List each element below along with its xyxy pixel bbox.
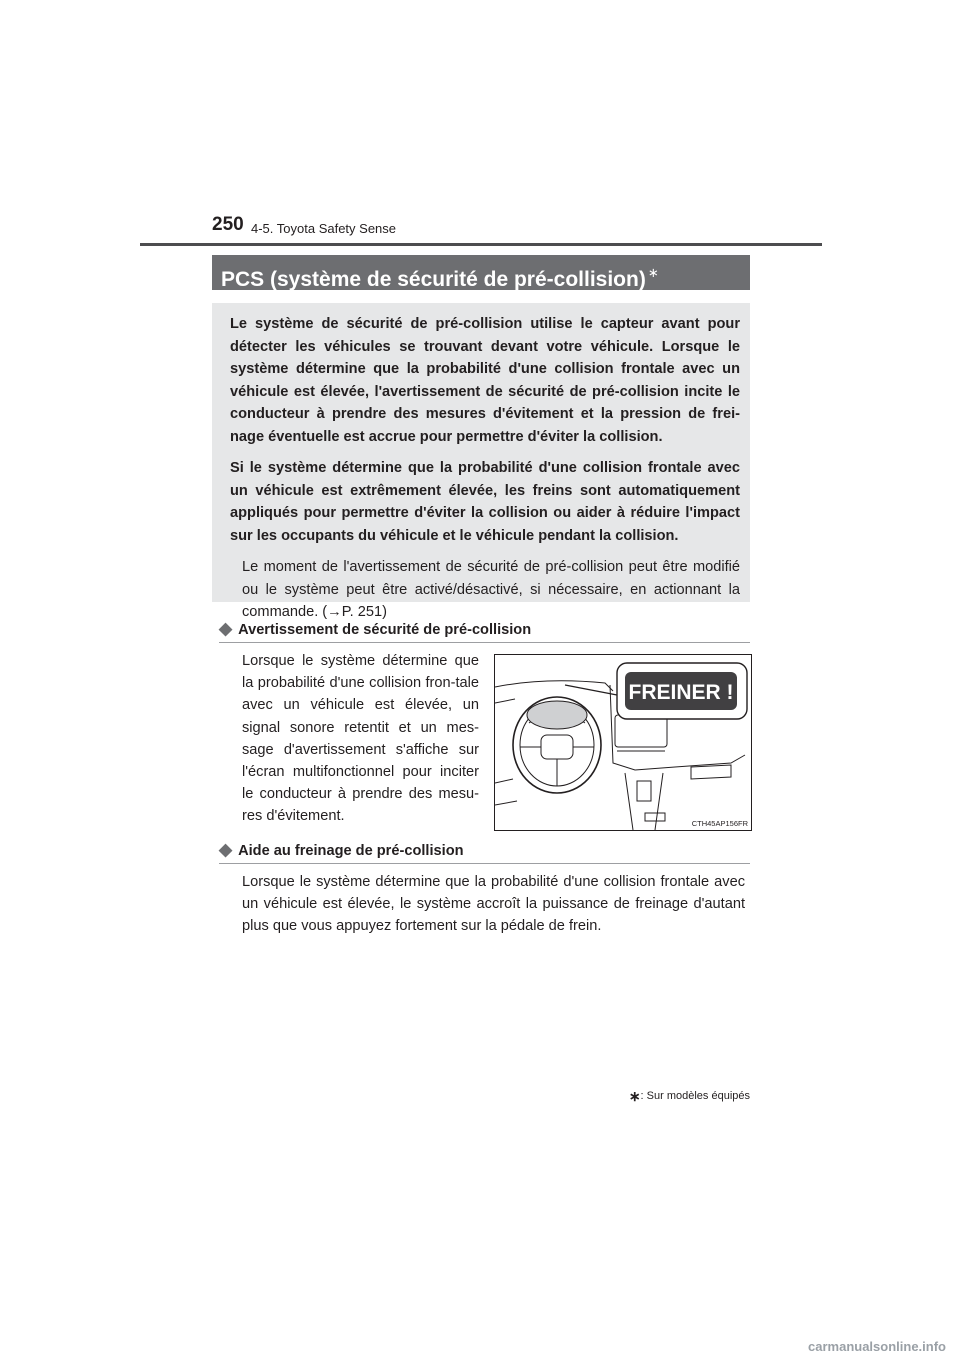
- intro-paragraph-1: Le système de sécurité de pré-collision utilise le capteur avant pour détecter les véhicules se trouvant devant votre véhicule. Lorsque le système détermine que la probabilité d'une collision frontale avec un véhicule est élevée, l'avertissement de sécurité de pré-collision incite le conducteur à prendre des mesures d'évitement et la pression de frei-nage éventuelle est accrue pour permettre d'éviter la collision.: [230, 316, 740, 445]
- page-title: [212, 255, 750, 290]
- instrument-cluster: [527, 701, 587, 729]
- diamond-bullet-icon: ◆: [219, 619, 233, 638]
- warning-description: Lorsque le système détermine que la probabilité d'une collision fron-tale avec un véhicule est élevée, un signal sonore retentit et un mes-sage d'avertissement s'affiche sur l'écran multifonctionnel pour inciter le conducteur à prendre des mesu-res d'évitement.: [242, 653, 479, 825]
- intro-note: Le moment de l'avertissement de sécurité de pré-collision peut être modifié ou le système peut être activé/désactivé, si nécessaire, en actionnant la commande. (→P. 251): [242, 559, 740, 620]
- intro-paragraph-2: Si le système détermine que la probabilité d'une collision frontale avec un véhicule est extrêmement élevée, les freins sont automatiquement appliqués pour permettre d'éviter la collision ou aider à réduire l'impact sur les occupants du véhicule et le véhicule pendant la collision.: [230, 460, 740, 544]
- footnote-text: : Sur modèles équipés: [640, 1090, 750, 1102]
- header-rule: [140, 243, 822, 246]
- dashboard-drawing: [495, 655, 751, 830]
- center-screen: [615, 715, 667, 747]
- section-heading-warning: [219, 619, 750, 643]
- dashboard-illustration: [494, 654, 752, 831]
- watermark: carmanualsonline.info: [808, 1339, 946, 1354]
- section-heading-text: Avertissement de sécurité de pré-collision: [238, 622, 532, 638]
- steering-hub: [541, 735, 573, 759]
- footnote-marker: ∗: [628, 1088, 641, 1104]
- section-label: 4-5. Toyota Safety Sense: [251, 221, 397, 236]
- section-heading-brake-assist: [219, 840, 750, 864]
- title-text: PCS (système de sécurité de pré-collision): [221, 268, 646, 290]
- brake-assist-description: Lorsque le système détermine que la probabilité d'une collision frontale avec un véhicule est élevée, le système accroît la puissance de freinage d'autant plus que vous appuyez fortement sur la pédale de frein.: [242, 874, 745, 935]
- footnote: [629, 1088, 750, 1105]
- dash-top-line: [495, 681, 613, 691]
- title-footnote-marker: ∗: [647, 265, 659, 280]
- page-number: 250: [212, 214, 244, 235]
- section-heading-text: Aide au freinage de pré-collision: [238, 843, 464, 859]
- diamond-bullet-icon: ◆: [219, 840, 233, 859]
- freiner-message: FREINER !: [628, 681, 734, 704]
- figure-code: CTH45AP156FR: [691, 819, 748, 828]
- intro-box: [212, 303, 750, 620]
